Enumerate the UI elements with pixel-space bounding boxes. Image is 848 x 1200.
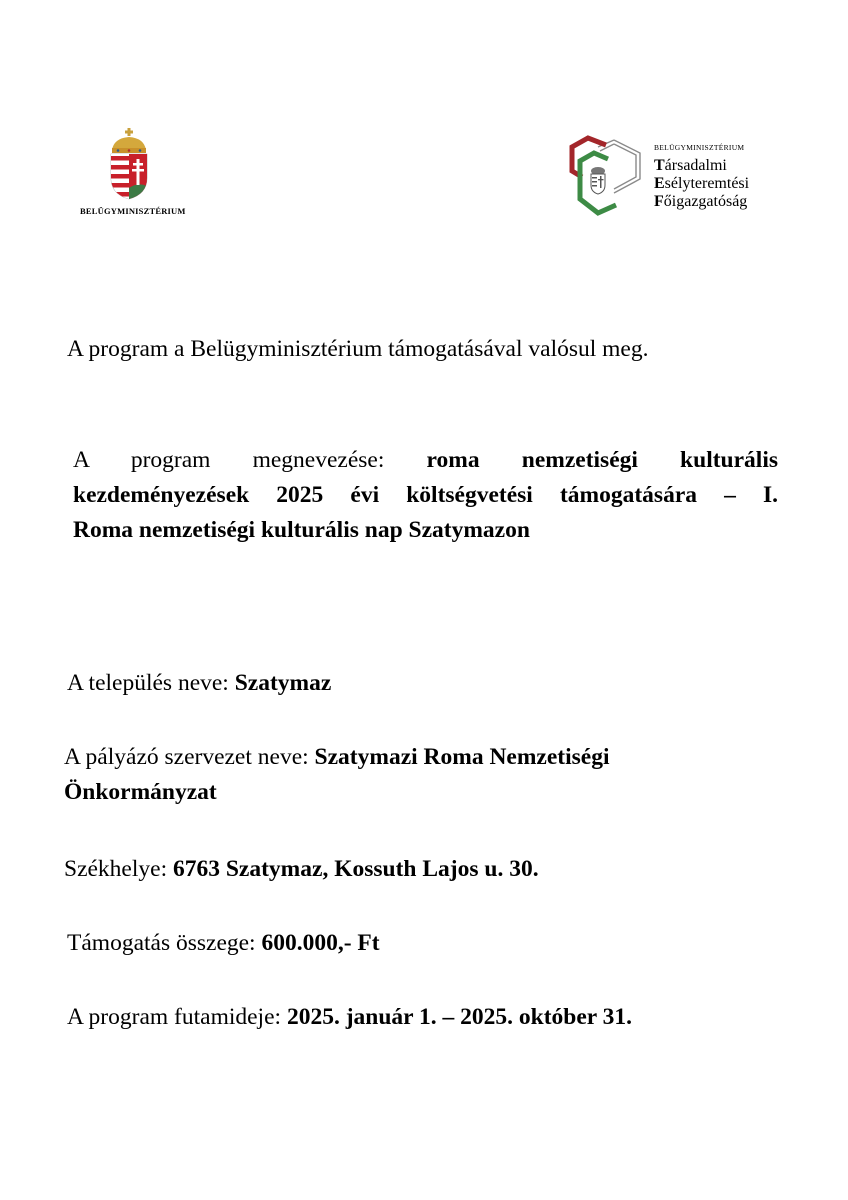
seat-value: 6763 Szatymaz, Kossuth Lajos u. 30. <box>172 856 539 882</box>
support-statement: A program a Belügyminisztérium támogatásával valósul meg. <box>67 336 649 362</box>
seat-field <box>64 853 539 886</box>
applicant-field-cont <box>64 776 217 809</box>
coat-of-arms-icon <box>106 128 152 200</box>
directorate-name-line-3: Főigazgatóság <box>654 193 748 210</box>
program-name-line-3: Roma nemzetiségi kulturális nap Szatymazon <box>73 517 530 543</box>
hexagon-emblem-icon <box>568 135 650 219</box>
ministry-caption: BELÜGYMINISZTÉRIUM <box>80 206 186 216</box>
applicant-value-line-1: Szatymazi Roma Nemzetiségi <box>314 744 610 770</box>
directorate-name-line-2: Esélyteremtési <box>654 175 750 192</box>
directorate-ministry-label: BELÜGYMINISZTÉRIUM <box>654 143 745 152</box>
applicant-value-line-2: Önkormányzat <box>64 779 217 805</box>
program-name-line-1: A program megnevezése: roma nemzetiségi kulturális <box>73 447 778 473</box>
duration-field <box>67 1001 632 1034</box>
applicant-field <box>64 741 610 774</box>
amount-value: 600.000,- Ft <box>261 930 380 956</box>
directorate-logo <box>568 135 788 220</box>
directorate-name-line-1: Társadalmi <box>654 157 727 174</box>
seat-label: Székhelye: <box>64 856 168 882</box>
amount-field <box>67 927 380 960</box>
settlement-value: Szatymaz <box>234 670 332 696</box>
ministry-logo <box>70 128 190 223</box>
amount-label: Támogatás összege: <box>67 930 256 956</box>
program-name-paragraph <box>73 443 778 548</box>
duration-label: A program futamideje: <box>67 1004 282 1030</box>
settlement-label: A település neve: <box>67 670 229 696</box>
duration-value: 2025. január 1. – 2025. október 31. <box>286 1004 633 1030</box>
settlement-field <box>67 667 331 700</box>
program-name-line-2: kezdeményezések 2025 évi költségvetési támogatására – I. <box>73 482 778 508</box>
applicant-label: A pályázó szervezet neve: <box>64 744 309 770</box>
